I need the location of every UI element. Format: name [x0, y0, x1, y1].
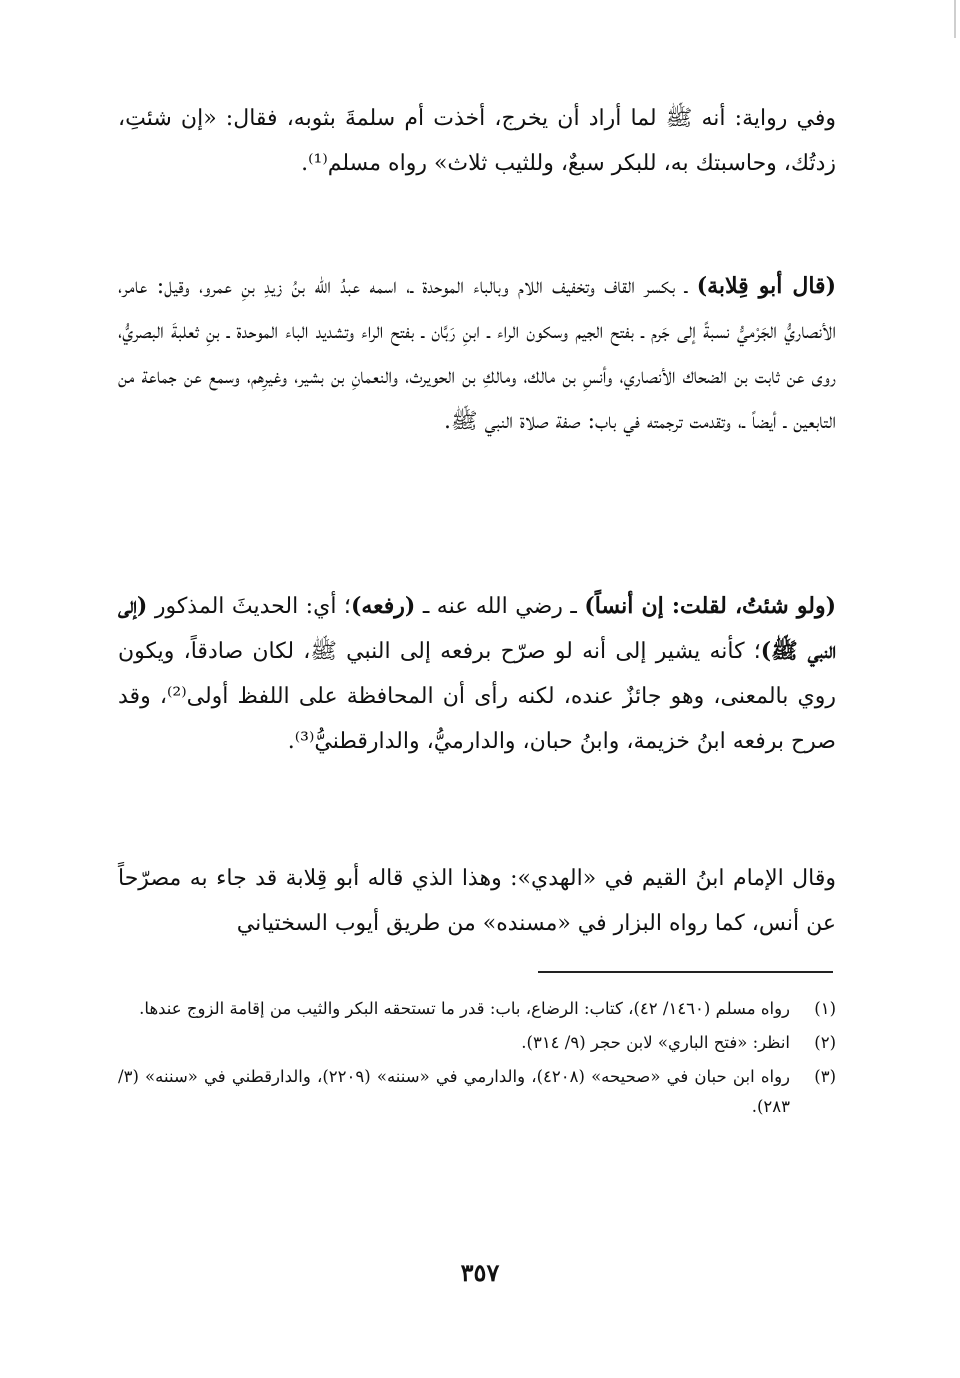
paragraph-4-text: وقال الإمام ابنُ القيم في «الهدي»: وهذا الذي قاله أبو قِلابة قد جاء به مصرّحاً عن أنس، كما رواه البزار في «مسنده» من طريق أيوب السختياني: [118, 866, 836, 936]
paragraph-3-text-3: ؛ كأنه يشير إلى أنه لو صرّح برفعه إلى النبي ﷺ، لكان صادقاً، ويكون روي بالمعنى، وهو جائزٌ عنده، لكنه رأى أن المحافظة على اللفظ أولى⁽²⁾، وقد صرح برفعه ابنُ خزيمة، وابنُ حبان، والدارميُّ، والدارقطنيُّ⁽³⁾.: [118, 639, 836, 754]
paragraph-3-text-1: ـ رضي الله عنه ـ: [415, 594, 585, 619]
footnote-1-number: (١): [814, 999, 836, 1018]
footnote-1-text: رواه مسلم (١٤٦٠/ ٤٢)، كتاب: الرضاع، باب: قدر ما تستحقه البكر والثيب من إقامة الزوج عندها.: [139, 999, 790, 1018]
paragraph-1: [118, 96, 836, 186]
page-edge-line: [954, 0, 956, 38]
page-number: ٣٥٧: [460, 1258, 500, 1287]
footnote-1: [118, 994, 836, 1024]
footnote-3-text: رواه ابن حبان في «صحيحه» (٤٢٠٨)، والدارمي في «سننه» (٢٢٠٩)، والدارقطني في «سننه» (٣/ ٢٨٣).: [118, 1067, 791, 1116]
footnote-2-text: انظر: «فتح الباري» لابن حجر (٩/ ٣١٤).: [521, 1033, 790, 1052]
paragraph-3: [118, 584, 836, 764]
paragraph-3-heading: (ولو شئتُ، لقلت: إن أنساً): [584, 593, 836, 619]
paragraph-1-text: وفي رواية: أنه ﷺ لما أراد أن يخرج، أخذت أم سلمةَ بثوبه، فقال: «إن شئتِ، زدتُك، وحاسبتك به، للبكر سبعٌ، وللثيب ثلاث» رواه مسلم⁽¹⁾.: [118, 106, 836, 176]
footnote-divider: [538, 971, 833, 973]
paragraph-2-heading: (قال أبو قِلابة): [696, 273, 836, 299]
paragraph-2-text: ـ بكسر القاف وتخفيف اللام وبالباء الموحدة ـ، اسمه عبدُ الله بنُ زيدِ بنِ عمرو، وقيل: عامر، الأنصاريُّ الجَرْميُّ نسبةً إلى جَرم ـ بفتح الجيم وسكون الراء ـ ابنِ رَبَّان ـ بفتح الراء وتشديد الباء الموحدة ـ بنِ ثعلبةَ البصريُّ، روى عن ثابت بن الضحاك الأنصاري، وأنسِ بن مالك، ومالكِ بن الحويرث، والنعمانِ بن بشير، وغيرِهم، وسمع عن جماعة من التابعين ـ أيضاً ـ، وتقدمت ترجمته في باب: صفة صلاة النبي ﷺ.: [118, 274, 836, 434]
paragraph-2: [118, 264, 836, 444]
footnote-2-number: (٢): [814, 1033, 836, 1052]
paragraph-3-bold-2: (رفعه): [350, 593, 416, 619]
footnote-3: [118, 1062, 836, 1122]
paragraph-3-bold-3: (إلى النبي ﷺ): [118, 593, 836, 664]
paragraph-3-text-2: ؛ أي: الحديثَ المذكور: [147, 594, 351, 619]
footnote-3-number: (٣): [814, 1067, 836, 1086]
paragraph-4: [118, 856, 836, 946]
footnotes: [118, 994, 836, 1126]
footnote-2: [118, 1028, 836, 1058]
